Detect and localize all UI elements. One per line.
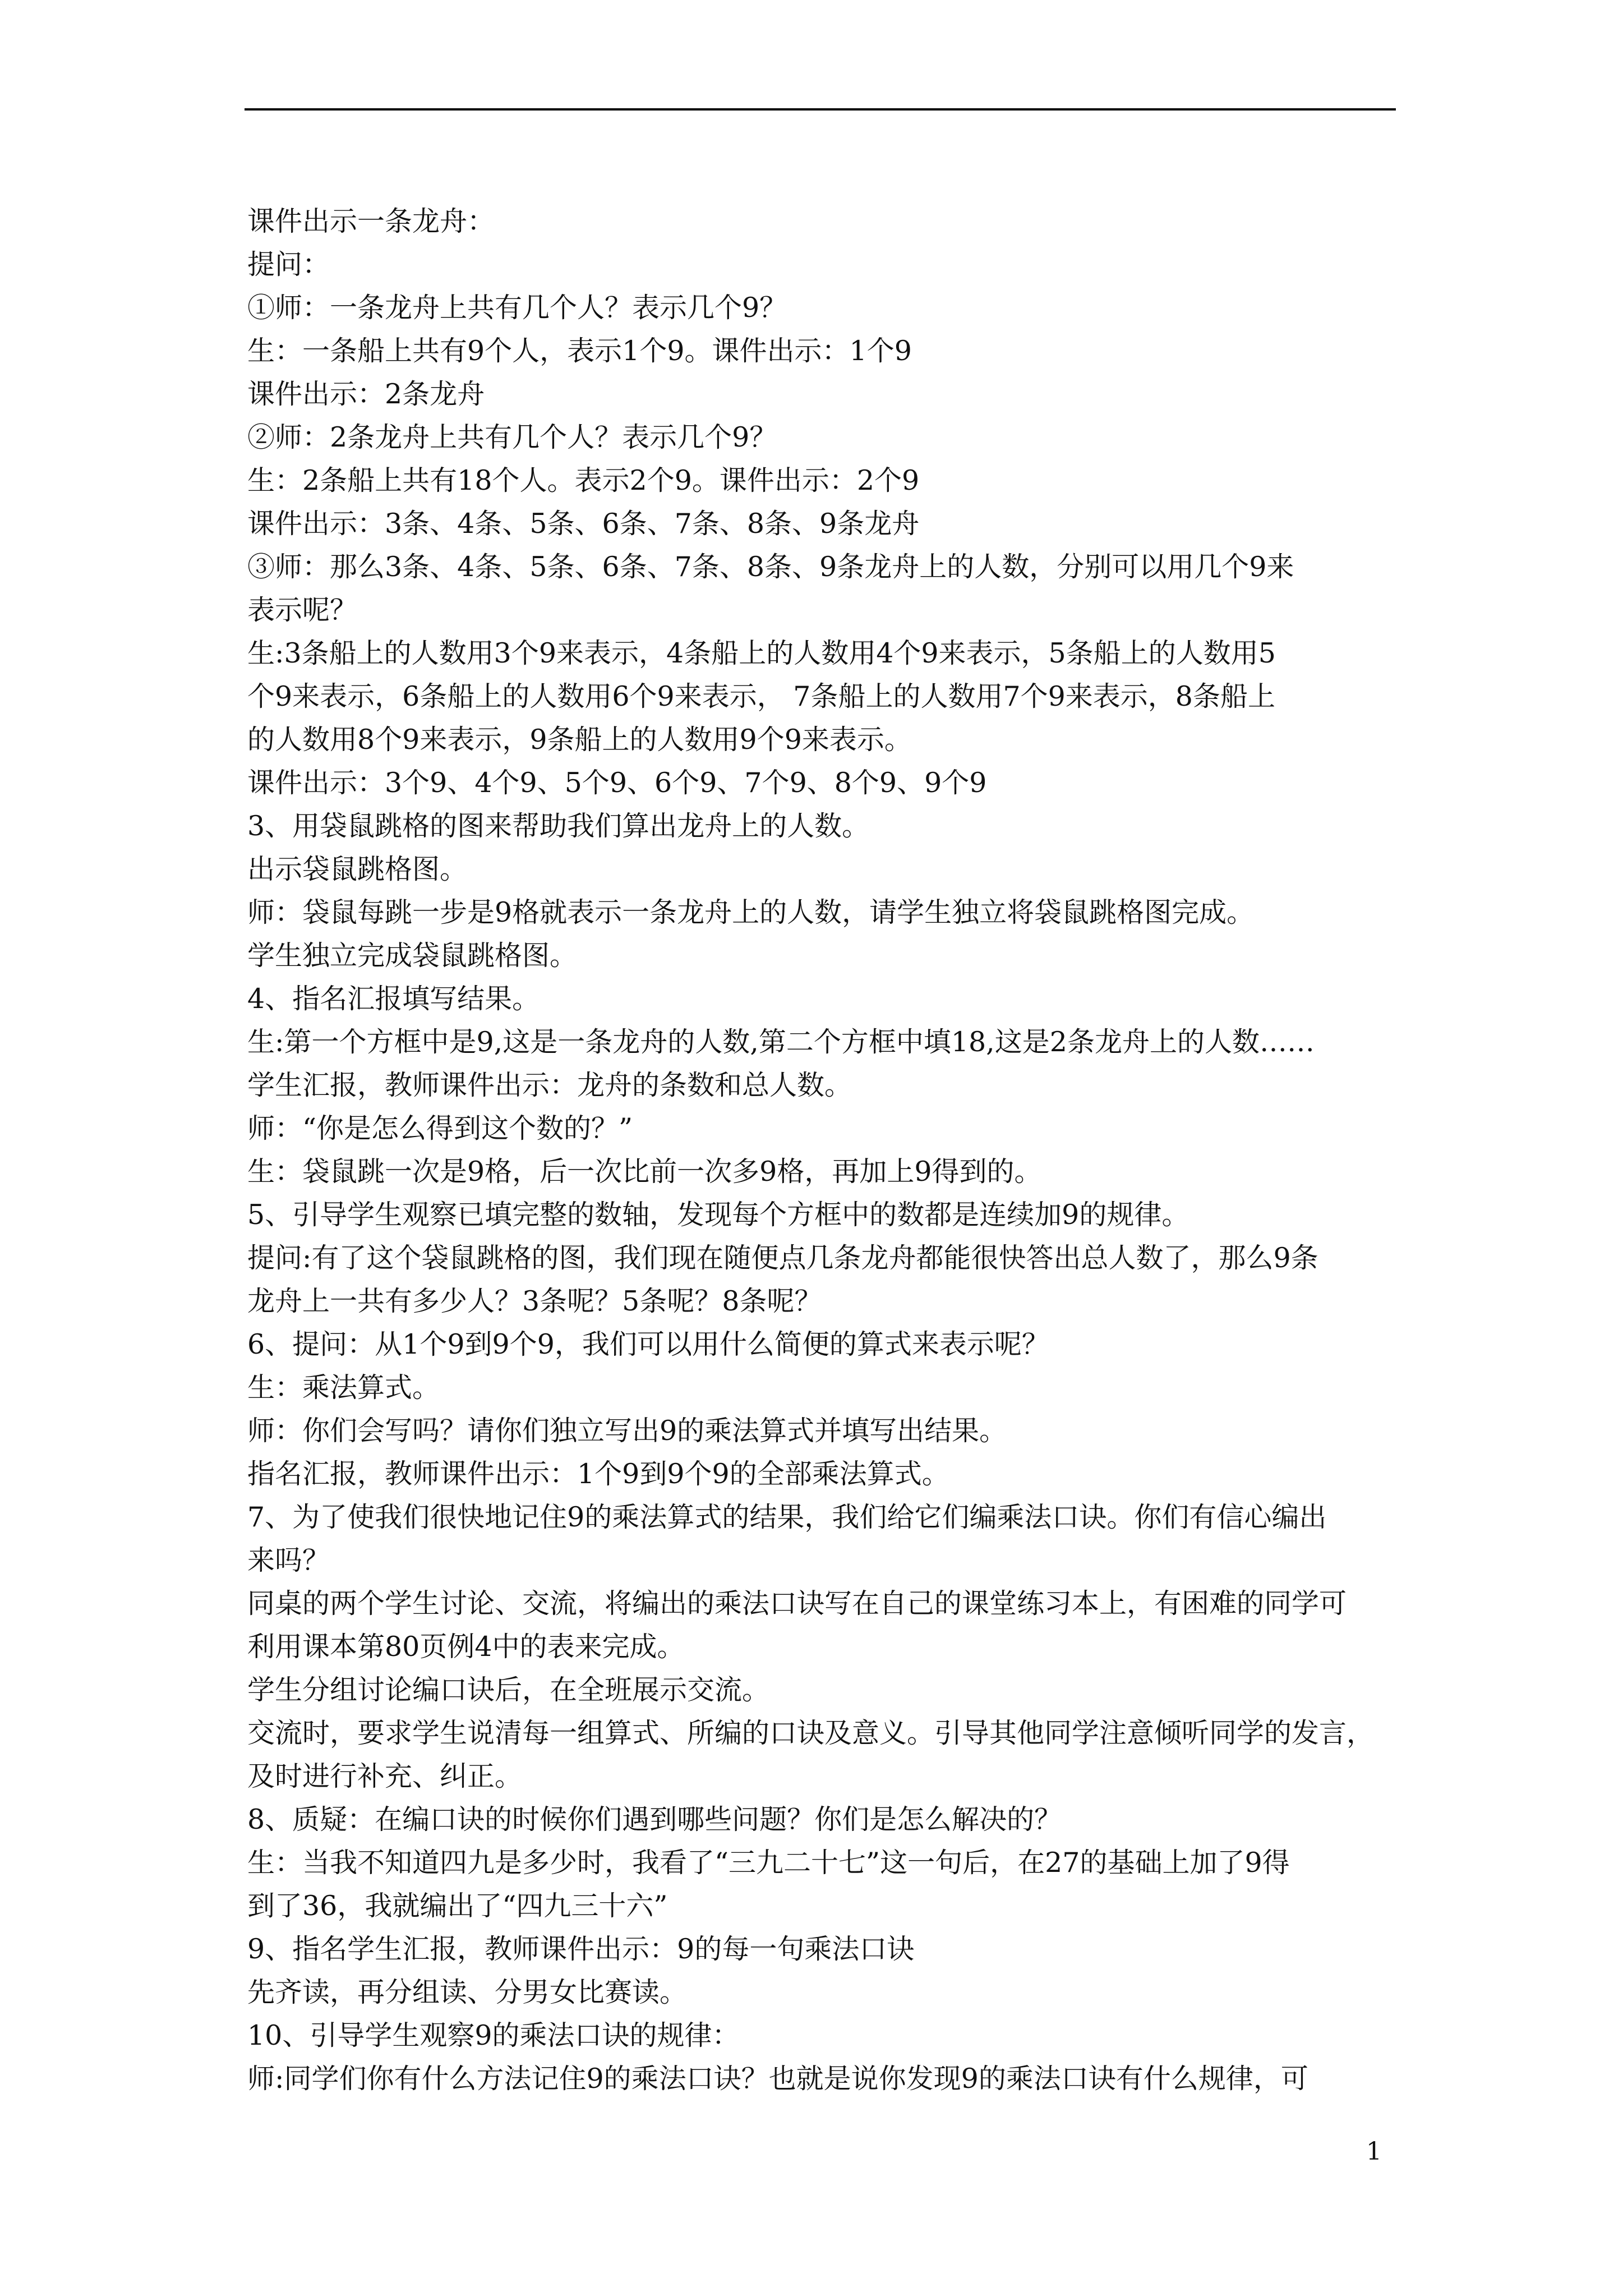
text-line: 出示袋鼠跳格图。 — [247, 853, 468, 885]
text-line: 生：2条船上共有18个人。表示2个9。课件出示：2个9 — [247, 464, 920, 496]
document-body — [247, 200, 1403, 2100]
text-line: 龙舟上一共有多少人？3条呢？5条呢？8条呢？ — [247, 1285, 822, 1317]
text-line: 同桌的两个学生讨论、交流，将编出的乘法口诀写在自己的课堂练习本上，有困难的同学可 — [247, 1588, 1347, 1619]
text-line: 3、用袋鼠跳格的图来帮助我们算出龙舟上的人数。 — [247, 810, 870, 842]
text-line: 师：你们会写吗？请你们独立写出9的乘法算式并填写出结果。 — [247, 1415, 1007, 1447]
text-line: 的人数用8个9来表示，9条船上的人数用9个9来表示。 — [247, 724, 912, 756]
text-line: 师：袋鼠每跳一步是9格就表示一条龙舟上的人数，请学生独立将袋鼠跳格图完成。 — [247, 896, 1255, 928]
text-line: 先齐读，再分组读、分男女比赛读。 — [247, 1976, 688, 2008]
text-line: 师：“你是怎么得到这个数的？” — [247, 1112, 633, 1144]
text-line: 师:同学们你有什么方法记住9的乘法口诀？也就是说你发现9的乘法口诀有什么规律，可 — [247, 2063, 1308, 2095]
text-line: 提问:有了这个袋鼠跳格的图，我们现在随便点几条龙舟都能很快答出总人数了，那么9条 — [247, 1242, 1318, 1274]
text-line: 利用课本第80页例4中的表来完成。 — [247, 1631, 685, 1663]
text-line: 5、引导学生观察已填完整的数轴，发现每个方框中的数都是连续加9的规律。 — [247, 1199, 1189, 1231]
text-line: 10、引导学生观察9的乘法口诀的规律： — [247, 2019, 740, 2051]
text-line: 生：袋鼠跳一次是9格，后一次比前一次多9格，再加上9得到的。 — [247, 1156, 1042, 1188]
text-line: 到了36，我就编出了“四九三十六” — [247, 1890, 668, 1922]
text-line: 个9来表示，6条船上的人数用6个9来表示， 7条船上的人数用7个9来表示，8条船上 — [247, 680, 1275, 712]
text-line: 指名汇报，教师课件出示：1个9到9个9的全部乘法算式。 — [247, 1458, 949, 1490]
text-line: 课件出示：3条、4条、5条、6条、7条、8条、9条龙舟 — [247, 508, 920, 540]
text-line: 课件出示：2条龙舟 — [247, 378, 485, 410]
text-line: 提问： — [247, 249, 330, 280]
text-line: ②师：2条龙舟上共有几个人？表示几个9？ — [247, 421, 777, 453]
text-line: ③师：那么3条、4条、5条、6条、7条、8条、9条龙舟上的人数，分别可以用几个9来 — [247, 551, 1294, 583]
text-line: 交流时，要求学生说清每一组算式、所编的口诀及意义。引导其他同学注意倾听同学的发言， — [247, 1717, 1375, 1749]
text-line: 9、指名学生汇报，教师课件出示：9的每一句乘法口诀 — [247, 1933, 915, 1965]
text-line: 课件出示一条龙舟： — [247, 205, 495, 237]
text-line: 生：当我不知道四九是多少时，我看了“三九二十七”这一句后，在27的基础上加了9得 — [247, 1847, 1290, 1879]
text-line: 生：乘法算式。 — [247, 1372, 440, 1404]
text-line: 8、质疑：在编口诀的时候你们遇到哪些问题？你们是怎么解决的？ — [247, 1803, 1062, 1835]
text-line: 6、提问：从1个9到9个9，我们可以用什么简便的算式来表示呢？ — [247, 1328, 1049, 1360]
text-line: ①师：一条龙舟上共有几个人？表示几个9？ — [247, 292, 787, 324]
text-line: 学生汇报，教师课件出示：龙舟的条数和总人数。 — [247, 1069, 852, 1101]
text-line: 来吗？ — [247, 1544, 330, 1576]
text-line: 生：一条船上共有9个人，表示1个9。课件出示：1个9 — [247, 335, 912, 367]
text-line: 4、指名汇报填写结果。 — [247, 983, 540, 1015]
text-line: 课件出示：3个9、4个9、5个9、6个9、7个9、8个9、9个9 — [247, 767, 987, 799]
text-line: 学生独立完成袋鼠跳格图。 — [247, 940, 578, 972]
text-line: 及时进行补充、纠正。 — [247, 1760, 523, 1792]
text-line: 7、为了使我们很快地记住9的乘法算式的结果，我们给它们编乘法口诀。你们有信心编出 — [247, 1501, 1327, 1533]
header-rule — [245, 108, 1396, 111]
text-line: 学生分组讨论编口诀后，在全班展示交流。 — [247, 1674, 770, 1706]
text-line: 生:3条船上的人数用3个9来表示，4条船上的人数用4个9来表示，5条船上的人数用5 — [247, 637, 1276, 669]
page-number: 1 — [1366, 2137, 1382, 2166]
text-line: 生:第一个方框中是9,这是一条龙舟的人数,第二个方框中填18,这是2条龙舟上的人数…… — [247, 1026, 1315, 1058]
text-line: 表示呢？ — [247, 594, 358, 626]
